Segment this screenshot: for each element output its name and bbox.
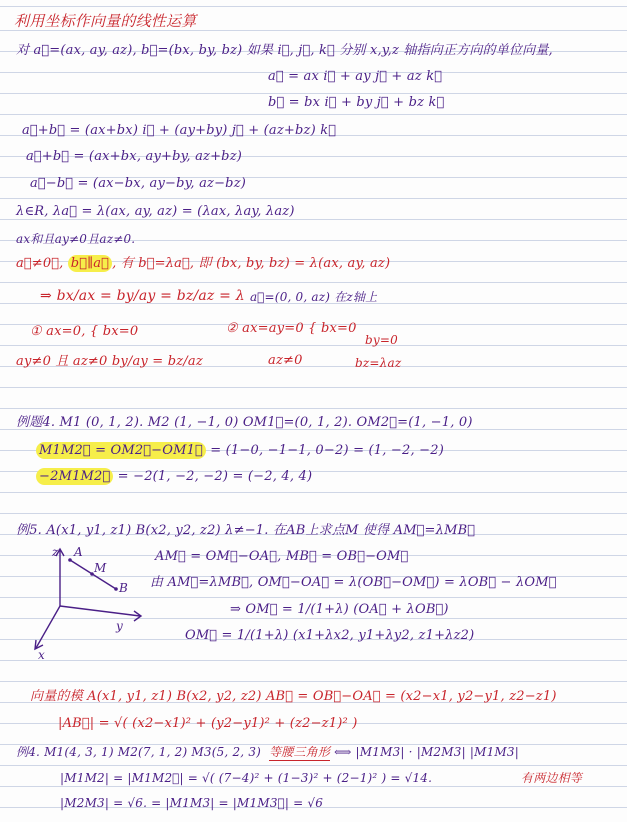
label-m: M (94, 561, 107, 575)
underlined-text: 等腰三角形 (269, 745, 331, 759)
note-line: by=0 (365, 333, 398, 347)
note-line: |M1M2| = |M1M2⃗| = √( (7−4)² + (1−3)² + (2−1)² ) = √14. (60, 771, 433, 785)
note-line: λ∈R, λa⃗ = λ(ax, ay, az) = (λax, λay, λaz) (16, 204, 295, 219)
y-axis (60, 606, 140, 616)
note-line: 例题4. M1 (0, 1, 2). M2 (1, −1, 0) OM1⃗=(0, 1, 2). OM2⃗=(1, −1, 0) (16, 415, 473, 430)
note-line: a⃗=(0, 0, az) 在z轴上 (250, 290, 378, 304)
note-line-parallel (16, 257, 390, 270)
note-line: 由 AM⃗=λMB⃗, OM⃗−OA⃗ = λ(OB⃗−OM⃗) = λOB⃗ − λOM⃗ (150, 575, 557, 590)
note-text: ⟺ |M1M3| · |M2M3| |M1M3| (330, 745, 519, 759)
label-z: z (52, 545, 59, 559)
x-axis (36, 606, 60, 648)
note-line: 向量的模 A(x1, y1, z1) B(x2, y2, z2) AB⃗ = OB⃗−OA⃗ = (x2−x1, y2−y1, z2−z1) (30, 689, 557, 704)
page-title: 利用坐标作向量的线性运算 (14, 12, 197, 30)
label-y: y (116, 619, 123, 633)
note-line: b⃗ = bx i⃗ + by j⃗ + bz k⃗ (268, 95, 445, 110)
note-line-m1m2 (36, 444, 444, 457)
note-line: a⃗+b⃗ = (ax+bx, ay+by, az+bz) (26, 149, 243, 164)
note-line: ⇒ bx/ax = by/ay = bz/az = λ (40, 288, 245, 304)
note-line: az≠0 (268, 353, 303, 368)
note-text: = (1−0, −1−1, 0−2) = (1, −2, −2) (205, 443, 444, 458)
note-line: 对 a⃗=(ax, ay, az), b⃗=(bx, by, bz) 如果 i⃗, j⃗, k⃗ 分别 x,y,z 轴指向正方向的单位向量, (16, 43, 553, 58)
note-line: 例5. A(x1, y1, z1) B(x2, y2, z2) λ≠−1. 在AB上求点M 使得 AM⃗=λMB⃗ (16, 523, 476, 538)
note-line: ① ax=0, { bx=0 (30, 324, 139, 339)
note-line-scaled (36, 470, 312, 483)
note-line: ② ax=ay=0 { bx=0 (226, 321, 357, 336)
note-line-isosceles (16, 746, 519, 758)
label-a: A (74, 545, 83, 559)
note-text: a⃗≠0⃗, (16, 256, 68, 271)
note-line: a⃗−b⃗ = (ax−bx, ay−by, az−bz) (30, 176, 247, 191)
note-text: 例4. M1(4, 3, 1) M2(7, 1, 2) M3(5, 2, 3) (16, 745, 262, 759)
note-line: a⃗ = ax i⃗ + ay j⃗ + az k⃗ (268, 69, 443, 84)
note-line: OM⃗ = 1/(1+λ) (x1+λx2, y1+λy2, z1+λz2) (185, 628, 475, 643)
point-b (114, 587, 118, 591)
note-line: |AB⃗| = √( (x2−x1)² + (y2−y1)² + (z2−z1)² ) (58, 716, 358, 731)
note-text: = −2(1, −2, −2) = (−2, 4, 4) (113, 469, 313, 484)
note-line: bz=λaz (355, 356, 402, 370)
note-line: ⇒ OM⃗ = 1/(1+λ) (OA⃗ + λOB⃗) (230, 602, 449, 617)
highlighted-text: −2M1M2⃗ (36, 468, 113, 485)
note-line: |M2M3| = √6. = |M1M3| = |M1M3⃗| = √6 (60, 796, 324, 810)
highlighted-text: M1M2⃗ = OM2⃗−OM1⃗ (36, 442, 206, 459)
note-line: AM⃗ = OM⃗−OA⃗, MB⃗ = OB⃗−OM⃗ (155, 549, 409, 564)
side-note: 有两边相等 (521, 771, 583, 785)
label-x: x (38, 648, 45, 662)
note-line: a⃗+b⃗ = (ax+bx) i⃗ + (ay+by) j⃗ + (az+bz) k⃗ (22, 123, 337, 138)
highlighted-text: b⃗∥a⃗ (68, 255, 112, 272)
note-line: ax和且ay≠0且az≠0. (16, 232, 136, 246)
label-b: B (119, 581, 128, 595)
note-text: , 有 b⃗=λa⃗, 即 (bx, by, bz) = λ(ax, ay, az) (112, 256, 391, 271)
coordinate-diagram (30, 546, 150, 661)
note-line: ay≠0 且 az≠0 by/ay = bz/az (16, 354, 203, 369)
point-a (68, 558, 72, 562)
